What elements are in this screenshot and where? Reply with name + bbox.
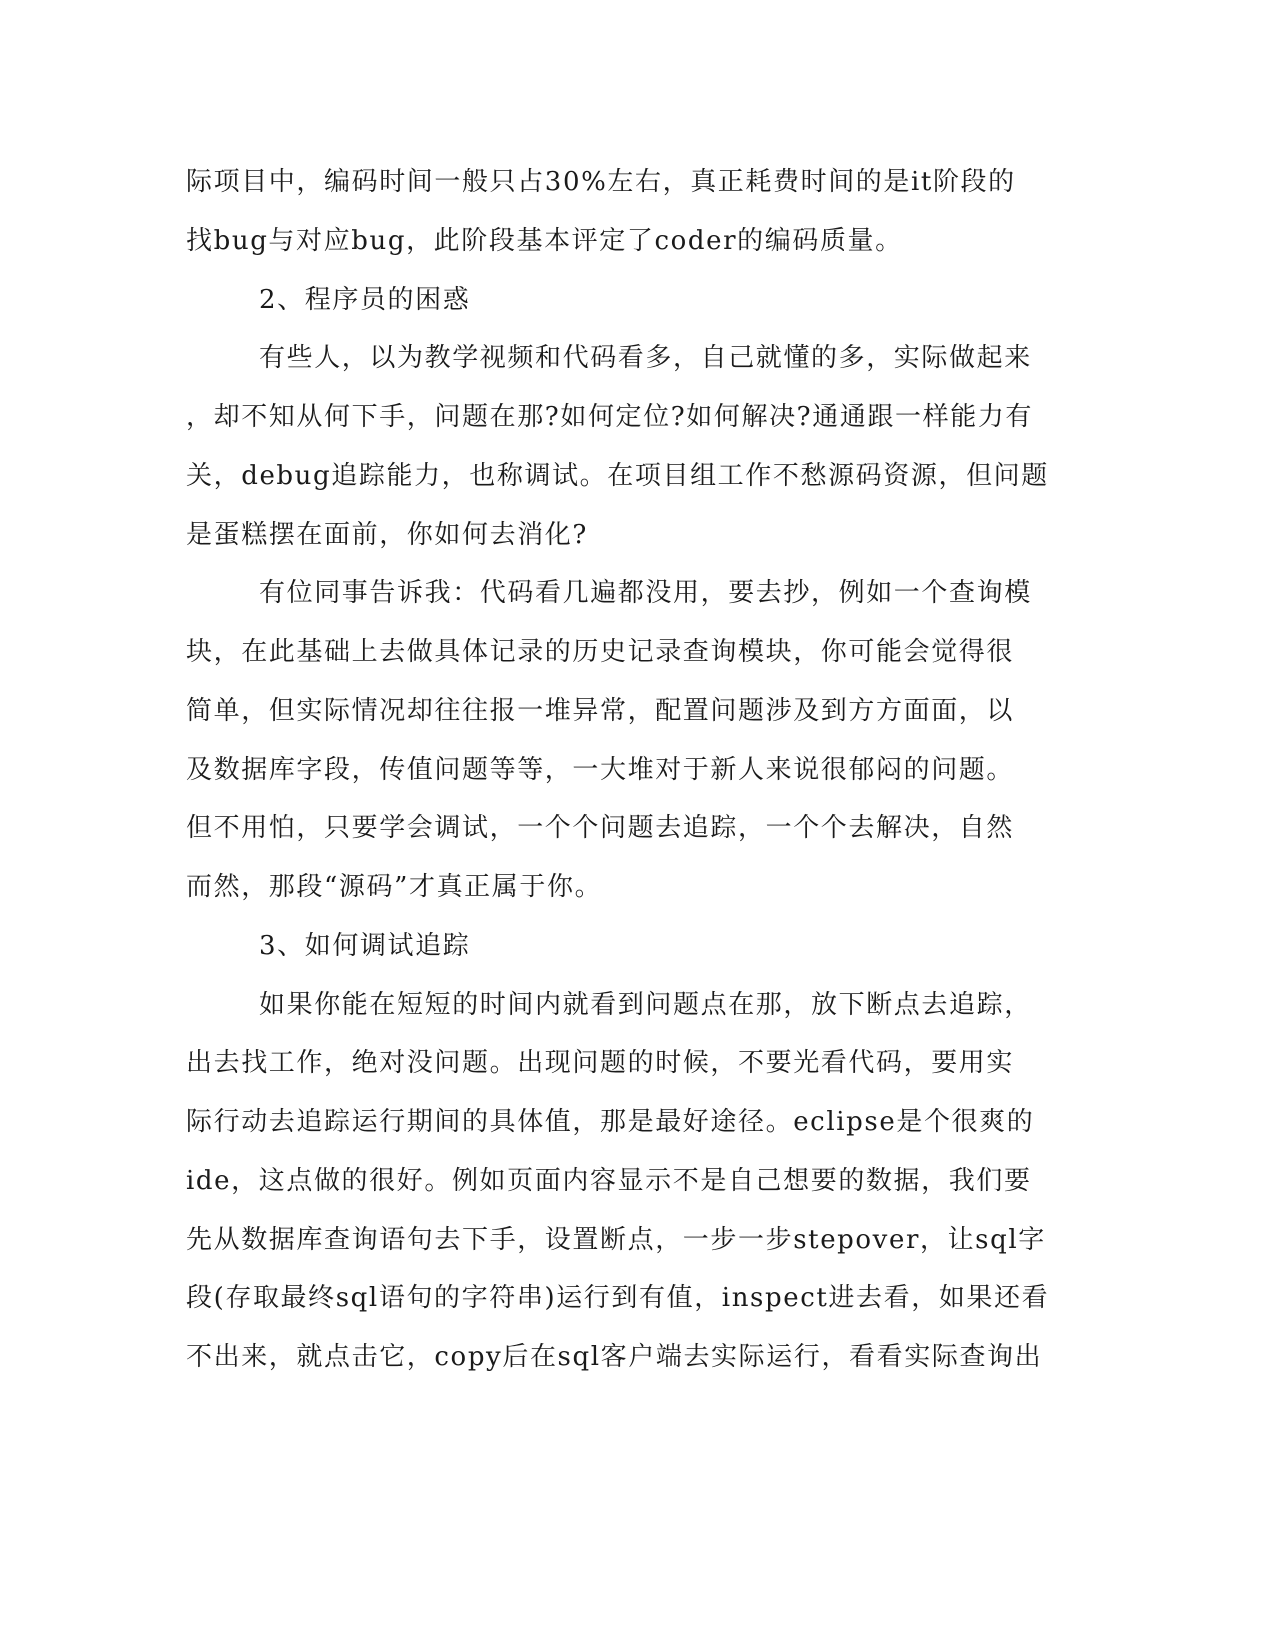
- text-line: 有些人，以为教学视频和代码看多，自己就懂的多，实际做起来: [259, 343, 1032, 373]
- text-line: 块，在此基础上去做具体记录的历史记录查询模块，你可能会觉得很: [186, 637, 1015, 667]
- text-line: 先从数据库查询语句去下手，设置断点，一步一步stepover，让sql字: [186, 1225, 1046, 1255]
- text-line: 及数据库字段，传值问题等等，一大堆对于新人来说很郁闷的问题。: [186, 755, 1015, 785]
- text-line: 有位同事告诉我：代码看几遍都没用，要去抄，例如一个查询模: [259, 578, 1032, 608]
- text-line: ide，这点做的很好。例如页面内容显示不是自己想要的数据，我们要: [186, 1166, 1032, 1196]
- text-line: 际项目中，编码时间一般只占30%左右，真正耗费时间的是it阶段的: [186, 167, 1016, 197]
- text-line: 找bug与对应bug，此阶段基本评定了coder的编码质量。: [186, 226, 903, 256]
- text-line: 而然，那段“源码”才真正属于你。: [186, 872, 603, 902]
- section-heading: 2、程序员的困惑: [259, 285, 471, 315]
- text-line: 不出来，就点击它，copy后在sql客户端去实际运行，看看实际查询出: [186, 1342, 1043, 1372]
- text-line: 出去找工作，绝对没问题。出现问题的时候，不要光看代码，要用实: [186, 1048, 1015, 1078]
- text-line: ，却不知从何下手，问题在那?如何定位?如何解决?通通跟一样能力有: [186, 402, 1034, 432]
- section-heading: 3、如何调试追踪: [259, 931, 471, 961]
- text-line: 如果你能在短短的时间内就看到问题点在那，放下断点去追踪，: [259, 990, 1032, 1020]
- text-line: 段(存取最终sql语句的字符串)运行到有值，inspect进去看，如果还看: [186, 1283, 1050, 1313]
- text-line: 际行动去追踪运行期间的具体值，那是最好途径。eclipse是个很爽的: [186, 1107, 1035, 1137]
- text-line: 是蛋糕摆在面前，你如何去消化?: [186, 520, 588, 550]
- text-line: 关，debug追踪能力，也称调试。在项目组工作不愁源码资源，但问题: [186, 461, 1049, 491]
- text-line: 但不用怕，只要学会调试，一个个问题去追踪，一个个去解决，自然: [186, 813, 1015, 843]
- text-line: 简单，但实际情况却往往报一堆异常，配置问题涉及到方方面面，以: [186, 696, 1015, 726]
